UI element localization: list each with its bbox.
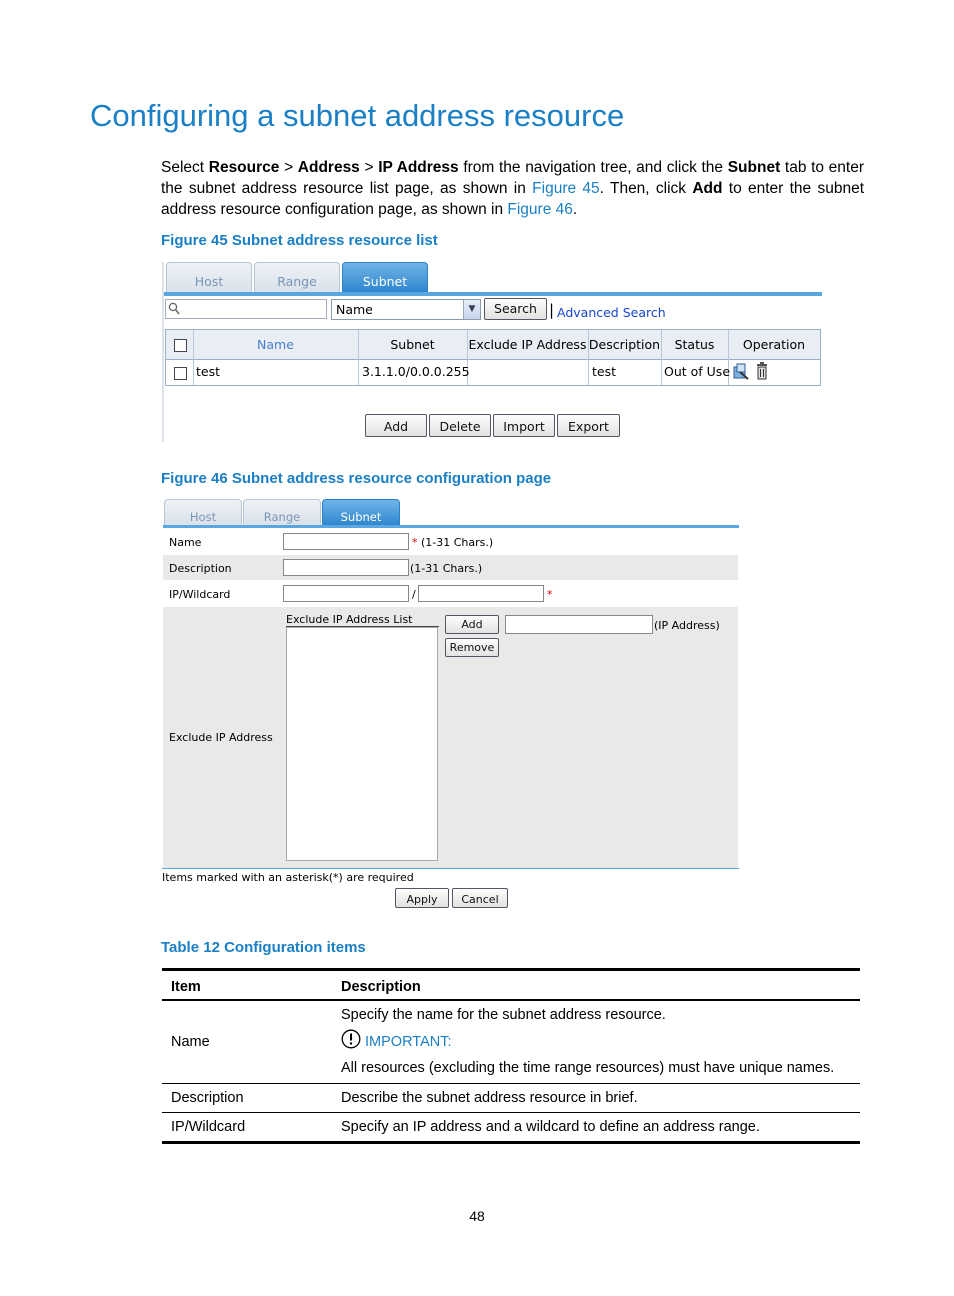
description-cell: Specify an IP address and a wildcard to define an address range. xyxy=(341,1118,760,1135)
description-input[interactable] xyxy=(283,559,409,576)
wildcard-input[interactable] xyxy=(418,585,544,602)
warning-icon xyxy=(341,1029,361,1049)
search-field-value: Name xyxy=(336,302,373,317)
cancel-button[interactable]: Cancel xyxy=(452,888,508,908)
header-description: Description xyxy=(341,978,421,995)
subnet-list-screenshot xyxy=(162,262,822,442)
footer-divider xyxy=(162,868,739,869)
intro-paragraph: Select Resource > Address > IP Address from the navigation tree, and click the Subnet tab to enter the subnet address resource list page, as shown in Figure 45. Then, click Add to enter the subnet address resource configuration page, as shown in Figure 46. xyxy=(161,159,865,218)
export-button[interactable]: Export xyxy=(557,414,620,437)
configuration-items-table xyxy=(162,968,860,1144)
search-field-select[interactable] xyxy=(331,299,481,320)
column-header-name[interactable]: Name xyxy=(257,337,294,352)
exclude-ip-input[interactable] xyxy=(505,615,653,634)
section-heading: Configuring a subnet address resource xyxy=(90,98,625,133)
tab-range[interactable]: Range xyxy=(254,262,340,294)
figure-46-link[interactable]: Figure 46 xyxy=(507,201,573,218)
name-hint: (1-31 Chars.) xyxy=(421,536,494,549)
tab-underline xyxy=(163,525,739,528)
ip-wildcard-label: IP/Wildcard xyxy=(169,588,231,601)
tab-range[interactable]: Range xyxy=(243,499,321,527)
tab-subnet[interactable]: Subnet xyxy=(342,262,428,294)
column-header-description: Description xyxy=(588,337,661,352)
exclude-ip-label: Exclude IP Address xyxy=(169,731,273,744)
row-checkbox[interactable] xyxy=(174,367,187,380)
exclude-list-header: Exclude IP Address List xyxy=(286,613,413,626)
ip-input[interactable] xyxy=(283,585,409,602)
figure-46-caption: Figure 46 Subnet address resource configuration page xyxy=(161,470,552,487)
table-row xyxy=(162,1083,860,1112)
name-label: Name xyxy=(169,536,202,549)
chevron-down-icon: ▼ xyxy=(463,300,480,319)
column-header-status: Status xyxy=(674,337,715,352)
required-note: Items marked with an asterisk(*) are required xyxy=(162,871,414,884)
advanced-search-link[interactable]: Advanced Search xyxy=(557,305,666,320)
exclude-add-button[interactable]: Add xyxy=(445,615,499,634)
tab-underline xyxy=(164,292,822,296)
subnet-config-screenshot xyxy=(162,499,739,911)
header-item: Item xyxy=(171,978,201,995)
important-label: IMPORTANT: xyxy=(365,1033,452,1050)
required-asterisk: * xyxy=(547,588,553,601)
column-header-subnet: Subnet xyxy=(390,337,435,352)
description-cell: Describe the subnet address resource in brief. xyxy=(341,1089,638,1106)
subnet-table xyxy=(165,329,821,386)
search-input[interactable] xyxy=(165,299,327,319)
table-header-row xyxy=(162,970,860,1000)
description-text: Specify the name for the subnet address resource. xyxy=(341,1006,666,1023)
description-label: Description xyxy=(169,562,232,575)
toolbar-separator: | xyxy=(549,301,555,319)
exclude-ip-list[interactable] xyxy=(286,627,438,861)
tab-host[interactable]: Host xyxy=(166,262,252,294)
tab-subnet[interactable]: Subnet xyxy=(322,499,400,527)
slash-separator: / xyxy=(412,588,416,601)
row-description: test xyxy=(592,364,617,379)
description-hint: (1-31 Chars.) xyxy=(410,562,483,575)
description-text: All resources (excluding the time range resources) must have unique names. xyxy=(341,1059,835,1076)
ip-wildcard-row xyxy=(163,581,738,606)
table-12-caption: Table 12 Configuration items xyxy=(161,939,366,956)
figure-45-caption: Figure 45 Subnet address resource list xyxy=(161,232,438,249)
table-row xyxy=(162,1112,860,1142)
edit-icon[interactable] xyxy=(732,363,750,381)
description-row xyxy=(163,555,738,580)
tab-host[interactable]: Host xyxy=(164,499,242,527)
description-cell xyxy=(332,1000,860,1084)
import-button[interactable]: Import xyxy=(493,414,555,437)
apply-button[interactable]: Apply xyxy=(395,888,449,908)
row-name: test xyxy=(196,364,221,379)
ip-address-hint: (IP Address) xyxy=(654,619,720,632)
required-asterisk: * xyxy=(412,536,418,549)
name-row xyxy=(163,530,738,554)
select-all-checkbox[interactable] xyxy=(174,339,187,352)
name-input[interactable] xyxy=(283,533,409,550)
figure-45-link[interactable]: Figure 45 xyxy=(532,180,600,197)
page-number: 48 xyxy=(469,1208,485,1224)
important-note xyxy=(341,1029,860,1055)
delete-icon[interactable] xyxy=(755,362,769,380)
row-subnet: 3.1.1.0/0.0.0.255 xyxy=(362,364,470,379)
row-status: Out of Use xyxy=(664,364,731,379)
table-row xyxy=(162,1000,860,1084)
exclude-ip-row xyxy=(163,607,738,868)
item-cell: IP/Wildcard xyxy=(171,1118,246,1135)
add-button[interactable]: Add xyxy=(365,414,427,437)
item-cell: Description xyxy=(171,1089,244,1106)
delete-button[interactable]: Delete xyxy=(429,414,491,437)
item-cell: Name xyxy=(171,1033,210,1050)
search-button[interactable]: Search xyxy=(484,298,547,320)
search-icon xyxy=(168,302,180,316)
exclude-remove-button[interactable]: Remove xyxy=(445,638,499,657)
column-header-operation: Operation xyxy=(742,337,806,352)
column-header-exclude: Exclude IP Address xyxy=(468,337,587,352)
